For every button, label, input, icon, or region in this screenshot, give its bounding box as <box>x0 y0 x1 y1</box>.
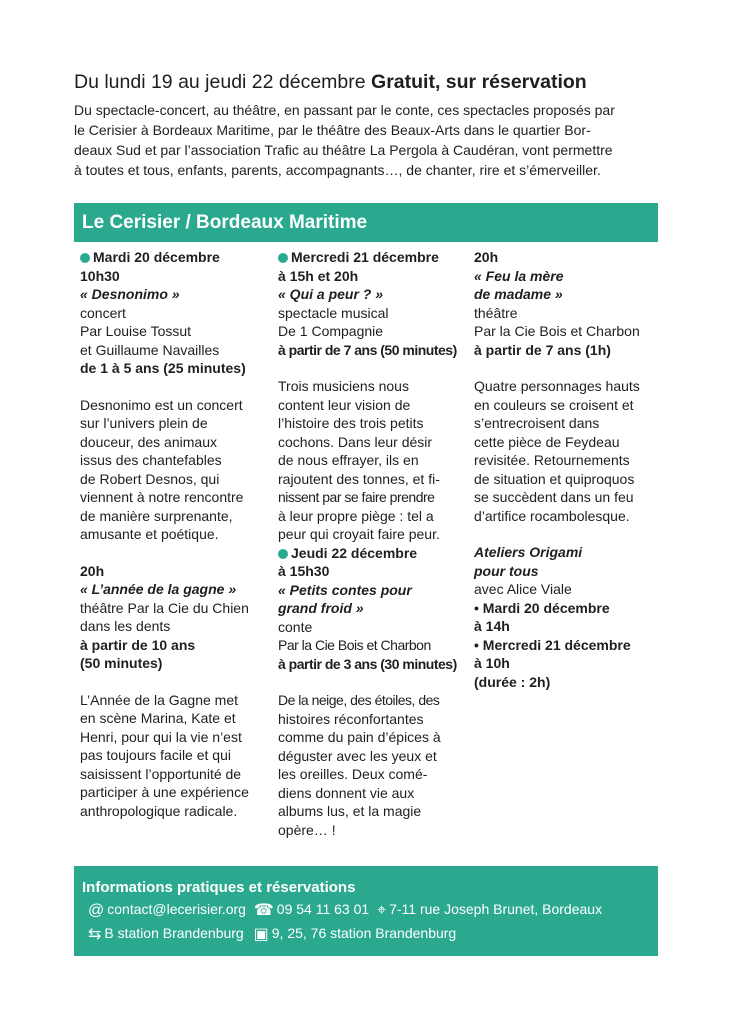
info-tram: B station Brandenburg <box>104 925 244 941</box>
info-box <box>74 866 658 956</box>
column-wednesday-evening <box>474 248 654 691</box>
workshop-duration: (durée : 2h) <box>474 673 551 690</box>
bullet-dot-icon <box>278 549 288 559</box>
bullet-dot-icon <box>278 253 288 263</box>
event-description <box>278 691 468 839</box>
event-age: à partir de 10 ans <box>80 636 196 653</box>
desc-line: L’Année de la Gagne met <box>80 691 239 708</box>
event-time: à 15h30 <box>278 563 330 579</box>
desc-line: s’entrecroisent dans <box>474 415 600 431</box>
desc-line: cochons. Dans leur désir <box>278 433 433 450</box>
desc-line: d’artifice rocambolesque. <box>474 507 630 524</box>
at-icon: @ <box>88 902 105 919</box>
event-company: Par la Cie Bois et Charbon <box>278 637 431 653</box>
event-title: « Petits contes pour <box>278 581 412 598</box>
intro-line: à toutes et tous, enfants, parents, accompagnants…, de chanter, rire et s’émerveiller. <box>74 162 601 178</box>
event-company: Par la Cie Bois et Charbon <box>474 323 640 339</box>
desc-line: en scène Marina, Kate et <box>80 710 236 726</box>
event-age: de 1 à 5 ans (25 minutes) <box>80 360 246 376</box>
event-date <box>80 248 270 267</box>
workshop-slot: • Mercredi 21 décembre <box>474 636 631 653</box>
bus-icon: ▣ <box>253 926 269 943</box>
workshop-slot: à 10h <box>474 655 510 671</box>
desc-line: nissent par se faire prendre <box>278 489 435 505</box>
event-genre: spectacle musical <box>278 304 389 321</box>
desc-line: se succèdent dans un feu <box>474 489 634 505</box>
desc-line: les oreilles. Deux comé- <box>278 766 428 782</box>
desc-line: l’histoire des trois petits <box>278 415 424 431</box>
phone-icon: ☎ <box>253 902 274 919</box>
desc-line: Trois musiciens nous <box>278 378 409 394</box>
desc-line: revisitée. Retournements <box>474 452 630 468</box>
info-address: 7-11 rue Joseph Brunet, Bordeaux <box>389 901 603 917</box>
desc-line: participer à une expérience <box>80 784 249 800</box>
workshop-title: Ateliers Origami <box>474 544 583 560</box>
desc-line: opère… ! <box>278 821 336 838</box>
event-title: « L’année de la gagne » <box>80 581 237 597</box>
workshop-slot: • Mardi 20 décembre <box>474 599 610 616</box>
intro-line: Du spectacle-concert, au théâtre, en passant par le conte, ces spectacles proposés par <box>74 102 615 118</box>
bullet-dot-icon <box>80 253 90 263</box>
event-title: « Qui a peur ? » <box>278 286 384 302</box>
desc-line: de manière surprenante, <box>80 507 233 524</box>
desc-line: Henri, pour qui la vie n’est <box>80 728 242 745</box>
event-description <box>278 377 468 544</box>
event-genre: dans les dents <box>80 618 171 634</box>
section-title: Le Cerisier / Bordeaux Maritime <box>74 203 658 242</box>
event-age: à partir de 3 ans (30 minutes) <box>278 655 457 672</box>
event-company: De 1 Compagnie <box>278 323 384 339</box>
desc-line: pas toujours facile et qui <box>80 747 231 763</box>
event-time: 20h <box>80 562 105 579</box>
desc-line: Quatre personnages hauts <box>474 378 640 394</box>
info-transport-line <box>82 922 658 946</box>
event-genre: concert <box>80 304 126 321</box>
info-phone[interactable]: 09 54 11 63 01 <box>276 901 370 917</box>
workshop-host: avec Alice Viale <box>474 581 572 597</box>
desc-line: de nous effrayer, ils en <box>278 452 419 468</box>
event-age: (50 minutes) <box>80 655 163 671</box>
headline <box>74 70 694 94</box>
event-age: à partir de 7 ans (50 minutes) <box>278 341 457 358</box>
desc-line: douceur, des animaux <box>80 433 217 450</box>
info-contact-line <box>82 898 658 922</box>
desc-line: histoires réconfortantes <box>278 710 424 727</box>
event-time: 20h <box>474 249 499 265</box>
intro-line: deaux Sud et par l’association Trafic au théâtre La Pergola à Caudéran, vont permettre <box>74 142 613 158</box>
workshop-title: pour tous <box>474 562 539 579</box>
event-date <box>278 544 468 563</box>
desc-line: de situation et quiproquos <box>474 470 635 487</box>
desc-line: albums lus, et la magie <box>278 803 422 819</box>
info-bus: 9, 25, 76 station Brandenburg <box>271 925 457 941</box>
event-time: à 15h et 20h <box>278 267 359 284</box>
desc-line: déguster avec les yeux et <box>278 747 437 764</box>
event-company: Par Louise Tossut <box>80 323 192 339</box>
event-description <box>80 396 270 544</box>
event-time: 10h30 <box>80 267 120 284</box>
event-age: à partir de 7 ans (1h) <box>474 341 611 358</box>
desc-line: saisissent l’opportunité de <box>80 765 242 782</box>
headline-dates: Du lundi 19 au jeudi 22 décembre <box>74 71 372 93</box>
event-title: « Desnonimo » <box>80 286 180 302</box>
event-title: « Feu la mère <box>474 267 564 284</box>
event-date-text: Mardi 20 décembre <box>93 249 220 265</box>
desc-line: en couleurs se croisent et <box>474 396 634 413</box>
event-date <box>278 248 468 267</box>
desc-line: sur l’univers plein de <box>80 415 208 431</box>
desc-line: issus des chantefables <box>80 452 222 468</box>
event-date-text: Jeudi 22 décembre <box>291 544 418 561</box>
info-email[interactable]: contact@lecerisier.org <box>107 901 246 917</box>
tram-icon: ⇆ <box>88 926 102 943</box>
desc-line: cette pièce de Feydeau <box>474 433 620 450</box>
desc-line: comme du pain d’épices à <box>278 729 441 745</box>
desc-line: viennent à notre rencontre <box>80 489 244 505</box>
event-title: grand froid » <box>278 600 364 616</box>
desc-line: diens donnent vie aux <box>278 784 415 801</box>
headline-free: Gratuit, sur réservation <box>371 71 587 93</box>
event-genre: théâtre <box>474 304 518 321</box>
event-company: et Guillaume Navailles <box>80 341 220 358</box>
info-title: Informations pratiques et réservations <box>82 879 356 896</box>
intro-line: le Cerisier à Bordeaux Maritime, par le théâtre des Beaux-Arts dans le quartier Bor- <box>74 122 591 138</box>
desc-line: de Robert Desnos, qui <box>80 470 220 487</box>
event-genre: conte <box>278 618 313 635</box>
intro-paragraph <box>74 100 664 180</box>
desc-line: De la neige, des étoiles, des <box>278 692 440 708</box>
desc-line: Desnonimo est un concert <box>80 396 243 413</box>
desc-line: anthropologique radicale. <box>80 802 238 819</box>
event-title: de madame » <box>474 286 563 302</box>
event-genre: théâtre Par la Cie du Chien <box>80 599 249 616</box>
desc-line: content leur vision de <box>278 396 411 413</box>
column-tuesday <box>80 248 270 820</box>
workshop-slot: à 14h <box>474 618 510 634</box>
desc-line: rajoutent des tonnes, et fi- <box>278 470 440 487</box>
desc-line: peur qui croyait faire peur. <box>278 526 440 542</box>
map-pin-icon: ⌖ <box>377 902 387 919</box>
desc-line: amusante et poétique. <box>80 526 219 542</box>
desc-line: à leur propre piège : tel a <box>278 507 434 524</box>
event-date-text: Mercredi 21 décembre <box>291 249 439 265</box>
event-description <box>80 691 270 821</box>
column-wednesday <box>278 248 468 839</box>
event-description <box>474 377 654 525</box>
